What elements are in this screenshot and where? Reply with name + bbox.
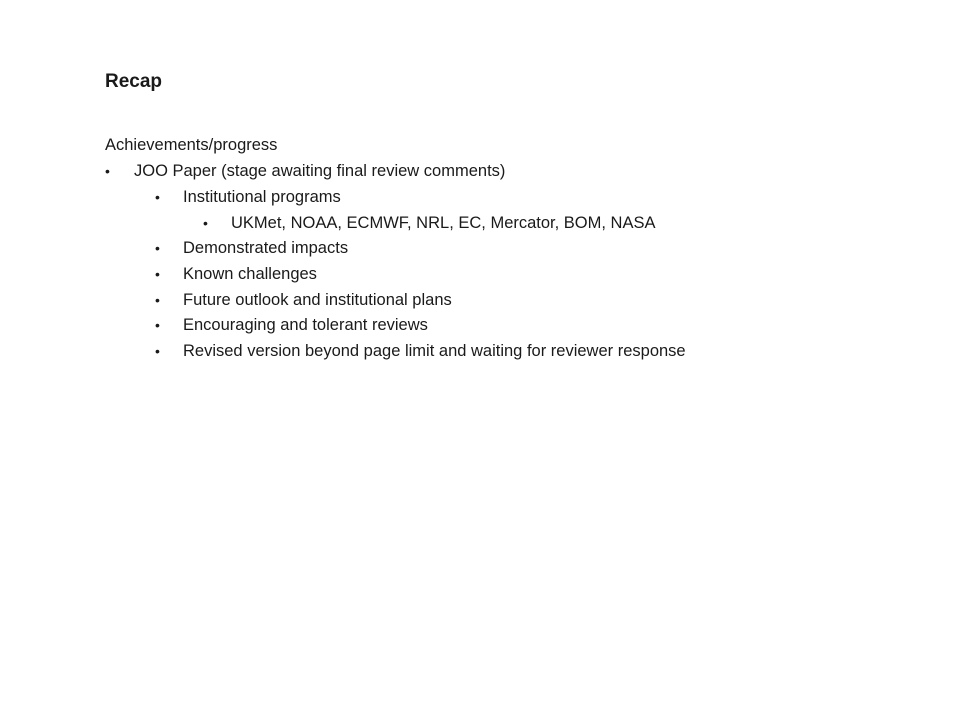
list-item: [203, 212, 656, 234]
section-heading: Achievements/progress: [105, 136, 278, 154]
slide-title: Recap: [105, 71, 163, 92]
bullet-icon: •: [155, 240, 160, 256]
list-item: [105, 160, 506, 182]
list-item: [155, 340, 686, 362]
list-item: [155, 314, 428, 336]
bullet-icon: •: [155, 317, 160, 333]
bullet-icon: •: [155, 189, 160, 205]
list-item: [155, 237, 349, 259]
list-item-text: Demonstrated impacts: [183, 239, 349, 257]
bullet-icon: •: [203, 215, 208, 231]
bullet-icon: •: [105, 163, 110, 179]
list-item-text: Revised version beyond page limit and waiting for reviewer response: [183, 342, 686, 360]
bullet-icon: •: [155, 292, 160, 308]
list-item: [155, 289, 452, 311]
list-item-text: UKMet, NOAA, ECMWF, NRL, EC, Mercator, BOM, NASA: [231, 214, 656, 232]
list-item-text: Known challenges: [183, 265, 317, 283]
bullet-icon: •: [155, 266, 160, 282]
list-item: [155, 186, 341, 208]
list-item-text: Institutional programs: [183, 188, 341, 206]
list-item-text: Encouraging and tolerant reviews: [183, 316, 428, 334]
list-item: [155, 263, 317, 285]
list-item-text: JOO Paper (stage awaiting final review comments): [134, 162, 506, 180]
bullet-icon: •: [155, 343, 160, 359]
list-item-text: Future outlook and institutional plans: [183, 291, 452, 309]
